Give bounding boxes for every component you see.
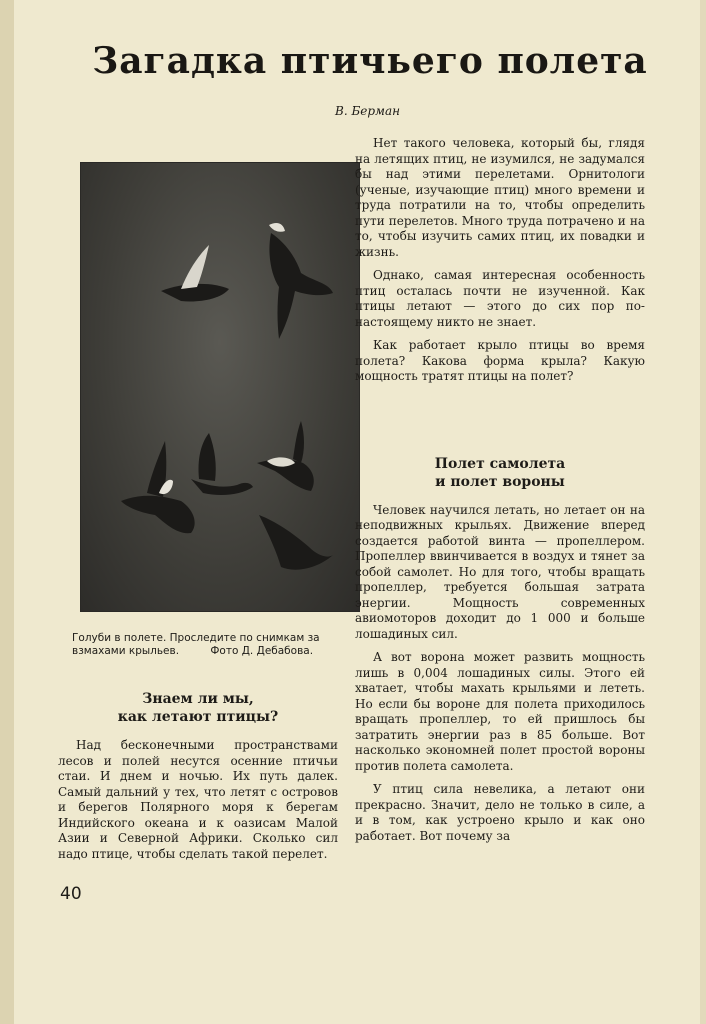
article-title: Загадка птичьего полета — [92, 40, 648, 82]
heading-line: Знаем ли мы, — [142, 691, 254, 707]
pigeon-silhouette — [259, 515, 333, 570]
left-column — [58, 690, 338, 870]
right-column — [355, 136, 645, 852]
paragraph: Как работает крыло птицы во время полета? Какова форма крыла? Какую мощность тратят птицы на полет? — [355, 338, 645, 383]
pigeon-silhouette — [121, 441, 195, 533]
paragraph: Человек научился летать, но летает он на неподвижных крыльях. Движение вперед создается работой винта — пропеллером. Пропеллер ввинчивается в воздух и тянет за собой самолет. Но для того, чтобы вращать пропеллер, требуется большая затрата энергии. Мощность современных авиомоторов доходит до 1 000 и больше лошадиных сил. — [355, 502, 645, 641]
pigeon-silhouette — [161, 245, 229, 302]
heading-line: как летают птицы? — [117, 709, 279, 725]
pigeons-photo — [80, 162, 360, 612]
section-heading — [58, 690, 338, 726]
page-number: 40 — [60, 884, 82, 904]
page-right-edge — [700, 0, 706, 1024]
pigeon-silhouette — [191, 433, 253, 495]
paragraph: Однако, самая интересная особенность птиц осталась почти не изученной. Как птицы летают — этого до сих пор по-настоящему никто не знает. — [355, 268, 645, 329]
paragraph: Над бесконечными пространствами лесов и полей несутся осенние птичьи стаи. И днем и ночью. Их путь далек. Самый дальний у тех, что летят с островов и берегов Полярного моря к берегам Индийского океана и к оазисам Малой Азии и Северной Африки. Сколько сил надо птице, чтобы сделать такой перелет. — [58, 738, 338, 861]
section-heading — [355, 455, 645, 491]
caption-text: Голуби в полете. Проследите по снимкам за взмахами крыльев. — [72, 632, 320, 657]
paragraph: У птиц сила невелика, а летают они прекрасно. Значит, дело не только в силе, а и в том, как устроено крыло и как оно работает. Вот почему за — [355, 782, 645, 843]
article-author: В. Берман — [335, 104, 401, 118]
pigeon-silhouette — [269, 223, 333, 339]
heading-line: Полет самолета — [434, 455, 566, 472]
page-binding-edge — [0, 0, 14, 1024]
pigeon-silhouette — [257, 421, 314, 491]
heading-line: и полет вороны — [435, 473, 565, 490]
paragraph: А вот ворона может развить мощность лишь в 0,004 лошадиных силы. Этого ей хватает, чтобы махать крыльями и лететь. Но если бы вороне для полета приходилось вращать пропеллер, то ей пришлось бы затратить энергии раз в 85 больше. Вот насколько экономней полет простой вороны против полета самолета. — [355, 650, 645, 773]
photo-credit: Фото Д. Дебабова. — [210, 645, 314, 657]
paragraph: Нет такого человека, который бы, глядя на летящих птиц, не изумился, не задумался бы над этими перелетами. Орнитологи (ученые, изучающие птиц) много времени и труда потратили на то, чтобы определить пути перелетов. Много труда потрачено и на то, чтобы изучить самих птиц, их повадки и жизнь. — [355, 136, 645, 259]
photo-caption — [72, 632, 362, 658]
